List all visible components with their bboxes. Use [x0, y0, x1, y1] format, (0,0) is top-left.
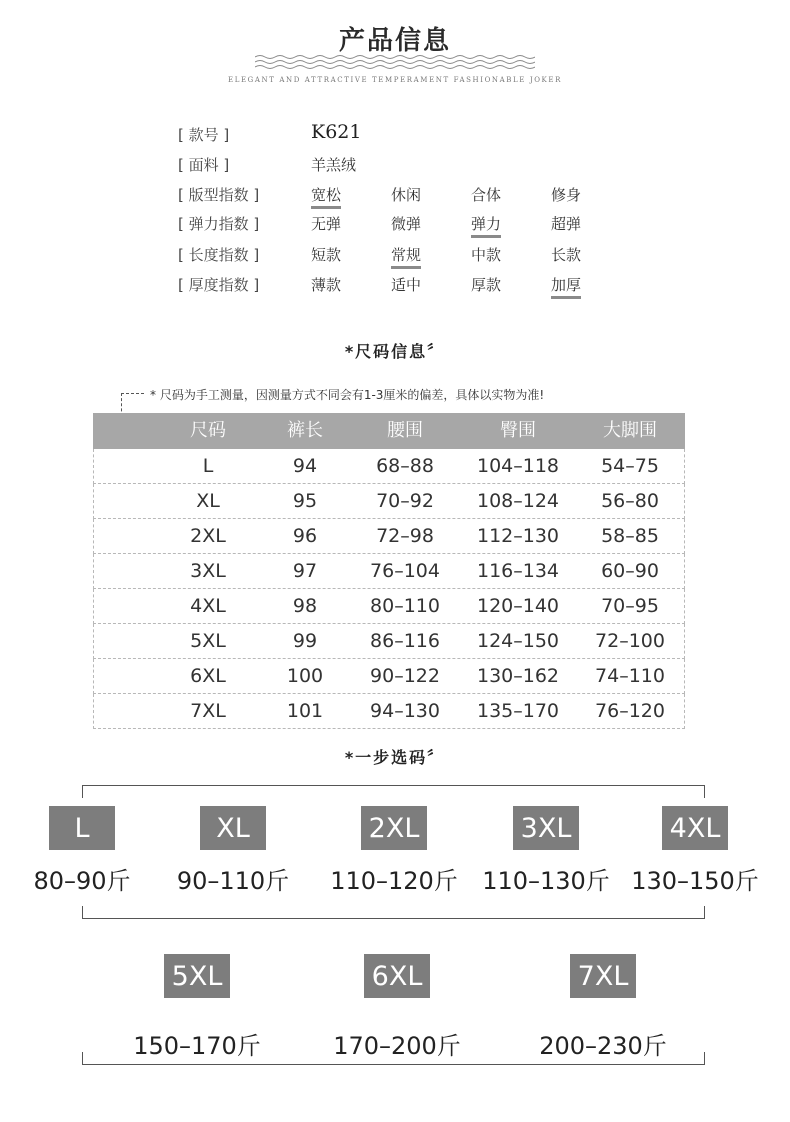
- page-subtitle: ELEGANT AND ATTRACTIVE TEMPERAMENT FASHIONABLE JOKER: [228, 76, 562, 84]
- column-header: 臀围: [500, 420, 536, 441]
- table-cell: 68–88: [376, 455, 434, 477]
- index-option-selected: 加厚: [551, 274, 581, 299]
- fabric-value: 羊羔绒: [311, 156, 357, 174]
- weight-range: 80–90斤: [33, 867, 131, 895]
- table-cell: 80–110: [370, 595, 440, 617]
- table-cell: 112–130: [476, 525, 560, 547]
- picker-row1-bottom-bracket: [82, 906, 705, 919]
- index-option: 厚款: [471, 276, 502, 294]
- size-box: 3XL: [513, 806, 579, 850]
- index-label: [ 厚度指数 ]: [178, 276, 260, 294]
- size-box: 7XL: [570, 954, 636, 998]
- table-cell: 96: [292, 525, 318, 547]
- table-row: [93, 484, 685, 519]
- weight-range: 90–110斤: [176, 867, 290, 895]
- size-box: L: [49, 806, 115, 850]
- table-cell: 130–162: [476, 665, 560, 687]
- table-cell: 94–130: [370, 700, 440, 722]
- index-row: [178, 213, 618, 237]
- table-row: [93, 449, 685, 484]
- table-row: [93, 519, 685, 554]
- index-option: 合体: [471, 186, 502, 204]
- size-box: 2XL: [361, 806, 427, 850]
- table-cell: 120–140: [476, 595, 560, 617]
- table-cell: 4XL: [190, 595, 226, 617]
- table-cell: 99: [292, 630, 318, 652]
- size-picker-title: *一步选码〞: [344, 748, 446, 767]
- table-cell: 60–90: [601, 560, 659, 582]
- index-option: 适中: [391, 276, 422, 294]
- index-row: [178, 184, 618, 208]
- weight-range: 170–200斤: [333, 1032, 461, 1060]
- size-box: 4XL: [662, 806, 728, 850]
- column-header: 大脚围: [603, 420, 657, 441]
- style-no-row: [178, 121, 618, 148]
- size-note: * 尺码为手工测量，因测量方式不同会有1-3厘米的偏差，具体以实物为准!: [150, 388, 545, 402]
- index-option-selected: 常规: [391, 244, 421, 269]
- table-cell: 86–116: [370, 630, 440, 652]
- table-cell: 95: [292, 490, 318, 512]
- table-cell: 116–134: [476, 560, 560, 582]
- index-option: 中款: [471, 246, 502, 264]
- table-cell: 98: [292, 595, 318, 617]
- table-row: [93, 589, 685, 624]
- table-cell: 108–124: [476, 490, 560, 512]
- wave-divider: [255, 54, 535, 70]
- column-header: 裤长: [287, 420, 323, 441]
- table-cell: 74–110: [595, 665, 665, 687]
- size-table-header: [93, 413, 685, 449]
- table-cell: 56–80: [601, 490, 659, 512]
- table-cell: L: [202, 455, 214, 477]
- table-cell: 124–150: [476, 630, 560, 652]
- weight-range: 130–150斤: [631, 867, 759, 895]
- table-cell: 100: [286, 665, 324, 687]
- table-row: [93, 694, 685, 729]
- table-cell: XL: [196, 490, 220, 512]
- table-cell: 70–95: [601, 595, 659, 617]
- fabric-label: [ 面料 ]: [178, 156, 230, 174]
- index-row: [178, 244, 618, 268]
- index-option: 长款: [551, 246, 582, 264]
- table-cell: 6XL: [190, 665, 226, 687]
- weight-range: 110–120斤: [330, 867, 458, 895]
- table-cell: 70–92: [376, 490, 434, 512]
- table-cell: 3XL: [190, 560, 226, 582]
- table-row: [93, 659, 685, 694]
- table-cell: 54–75: [601, 455, 659, 477]
- table-row: [93, 554, 685, 589]
- size-box: 6XL: [364, 954, 430, 998]
- weight-range: 150–170斤: [133, 1032, 261, 1060]
- table-cell: 76–120: [595, 700, 665, 722]
- table-cell: 101: [286, 700, 324, 722]
- picker-row1-top-bracket: [82, 785, 705, 798]
- index-option: 超弹: [551, 215, 582, 233]
- table-cell: 7XL: [190, 700, 226, 722]
- index-label: [ 弹力指数 ]: [178, 215, 260, 233]
- index-option: 修身: [551, 186, 582, 204]
- table-cell: 58–85: [601, 525, 659, 547]
- index-option: 无弹: [311, 215, 342, 233]
- table-cell: 5XL: [190, 630, 226, 652]
- style-no-value: K621: [311, 121, 362, 143]
- table-cell: 135–170: [476, 700, 560, 722]
- size-info-title: *尺码信息〞: [344, 342, 446, 361]
- size-box: XL: [200, 806, 266, 850]
- table-cell: 90–122: [370, 665, 440, 687]
- table-cell: 94: [292, 455, 318, 477]
- column-header: 尺码: [190, 420, 226, 441]
- index-option-selected: 弹力: [471, 213, 501, 238]
- fabric-row: [178, 154, 618, 178]
- index-label: [ 版型指数 ]: [178, 186, 260, 204]
- style-no-label: [ 款号 ]: [178, 126, 230, 144]
- table-cell: 104–118: [476, 455, 560, 477]
- index-row: [178, 274, 618, 298]
- table-row: [93, 624, 685, 659]
- weight-range: 110–130斤: [482, 867, 610, 895]
- weight-range: 200–230斤: [539, 1032, 667, 1060]
- table-cell: 2XL: [190, 525, 226, 547]
- table-cell: 76–104: [370, 560, 440, 582]
- column-header: 腰围: [387, 420, 423, 441]
- index-label: [ 长度指数 ]: [178, 246, 260, 264]
- index-option: 休闲: [391, 186, 422, 204]
- table-cell: 72–100: [595, 630, 665, 652]
- table-cell: 97: [292, 560, 318, 582]
- index-option: 短款: [311, 246, 342, 264]
- index-option-selected: 宽松: [311, 184, 341, 209]
- page-title: 产品信息: [338, 26, 451, 56]
- table-cell: 72–98: [376, 525, 434, 547]
- index-option: 薄款: [311, 276, 342, 294]
- size-box: 5XL: [164, 954, 230, 998]
- index-option: 微弹: [391, 215, 422, 233]
